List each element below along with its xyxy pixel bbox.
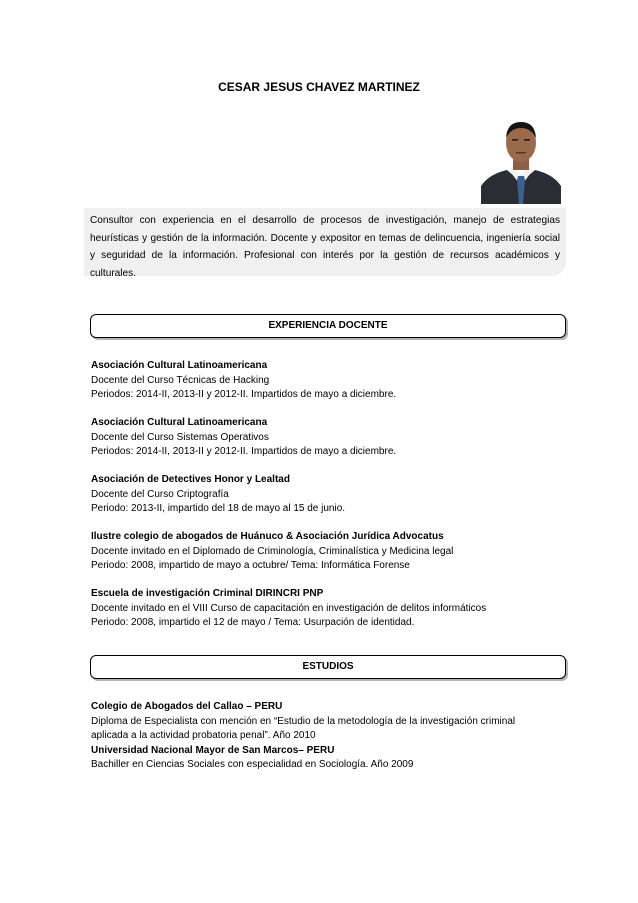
course-role: Docente del Curso Técnicas de Hacking <box>91 374 270 386</box>
institution-name: Asociación Cultural Latinoamericana <box>91 360 268 371</box>
candidate-name: CESAR JESUS CHAVEZ MARTINEZ <box>218 80 420 94</box>
experience-entry <box>91 359 571 403</box>
experience-entry <box>91 416 571 460</box>
institution-name: Escuela de investigación Criminal DIRINCRI PNP <box>91 588 324 599</box>
studies-entry <box>91 700 571 773</box>
course-role: Docente del Curso Criptografía <box>91 488 229 500</box>
course-role: Docente del Curso Sistemas Operativos <box>91 431 269 443</box>
profile-summary <box>84 208 566 279</box>
profile-photo <box>481 116 561 204</box>
degree-line: Bachiller en Ciencias Sociales con especialidad en Sociología. Año 2009 <box>91 759 414 770</box>
portrait-image <box>481 116 561 204</box>
institution-name: Asociación de Detectives Honor y Lealtad <box>91 474 290 485</box>
course-period: Periodos: 2014-II, 2013-II y 2012-II. Impartidos de mayo a diciembre. <box>91 446 397 457</box>
degree-line: Diploma de Especialista con mención en “Estudio de la metodología de la investigación criminal <box>91 715 516 727</box>
summary-text: Consultor con experiencia en el desarrollo de procesos de investigación, manejo de estrategias heurísticas y gestión de la información. Docente y expositor en temas de delincuencia, ingeniería social y seguridad de la información. Profesional con interés por la gestión de recursos académicos y culturales. <box>90 215 560 279</box>
section-header-studies: ESTUDIOS <box>90 655 566 679</box>
experience-entry <box>91 530 571 574</box>
experience-entry <box>91 473 571 517</box>
course-role: Docente invitado en el VIII Curso de capacitación en investigación de delitos informáticos <box>91 602 487 614</box>
course-period: Periodos: 2014-II, 2013-II y 2012-II. Impartidos de mayo a diciembre. <box>91 389 397 400</box>
course-period: Periodo: 2008, impartido de mayo a octubre/ Tema: Informática Forense <box>91 560 410 571</box>
course-role: Docente invitado en el Diplomado de Criminología, Criminalística y Medicina legal <box>91 545 454 557</box>
institution-name: Universidad Nacional Mayor de San Marcos– PERU <box>91 744 335 756</box>
course-period: Periodo: 2008, impartido el 12 de mayo / Tema: Usurpación de identidad. <box>91 617 415 628</box>
section-header-experience: EXPERIENCIA DOCENTE <box>90 314 566 338</box>
institution-name: Colegio de Abogados del Callao – PERU <box>91 701 283 712</box>
degree-line: aplicada a la actividad probatoria penal”. Año 2010 <box>91 730 316 741</box>
institution-name: Asociación Cultural Latinoamericana <box>91 417 268 428</box>
institution-name: Ilustre colegio de abogados de Huánuco & Asociación Jurídica Advocatus <box>91 531 444 542</box>
course-period: Periodo: 2013-II, impartido del 18 de mayo al 15 de junio. <box>91 503 346 514</box>
experience-entry <box>91 587 571 631</box>
